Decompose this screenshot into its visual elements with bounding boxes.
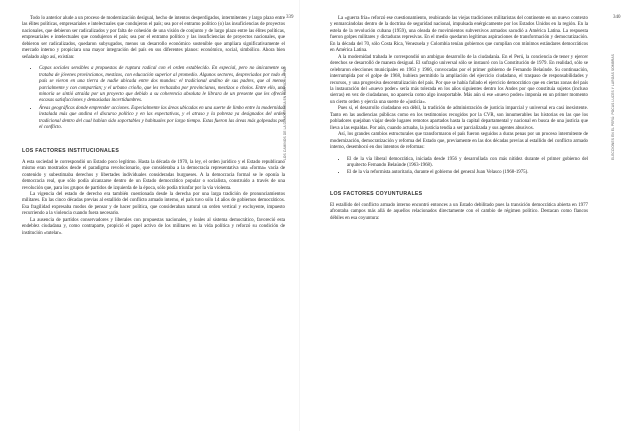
paragraph: Así, los grandes cambios estructurales que transformaron el país fueron seguidos a duras penas por un proceso intermitente de modernización, democratización y reforma del Estado que, previamente en las dos décadas previas al estallido del conflicto armado interno, desembocó en dos intentos de reformas:	[330, 132, 588, 151]
running-head-left: LOS CAMINOS DE LA DEMOCRACIA EN AMÉRICA LATINA	[283, 66, 287, 160]
section-heading-institucionales: LOS FACTORES INSTITUCIONALES	[22, 147, 120, 154]
left-bullet-list	[22, 65, 285, 132]
section-heading-coyunturales: LOS FACTORES COYUNTURALES	[330, 190, 423, 197]
paragraph: El estallido del conflicto armado interno encontró entonces a un Estado debilitado pues la transición democrática abierta en 1977 afrontaba campos más allá de aquellos relacionados directamente con el cambio de régimen político. Destacan como flancos débiles en esa coyuntura:	[330, 202, 588, 221]
bullet-text: Áreas geográficas donde emprender acciones. Especialmente las áreas ubicadas en una suerte de limbo entre la modernidad instalada más que andina el discurso político y en las expectativas, y el atraso y la pobreza ya designados del orden tradicional dentro del cual habían sido soportables y habituales por largo tiempo. Estas fueron las áreas más golpeadas por el conflicto.	[39, 105, 285, 131]
paragraph: Pues sí, el desarrollo ciudadano era débil, la tradición de administración de justicia imparcial y universal era casi inexistente. Tanto en las audiencias públicas como en los testimonios recogidos por la CVR, son innumerables las historias en las que los pobladores quejaban viajar desde lugares remotos apartados hasta la capital departamental y nacional en busca de una justicia que lleva a las espaldas. Por aún, cuando actuaba, la justicia tendía a ser parcializada y sus agentes abusivos.	[330, 106, 588, 131]
right-bullet-list	[330, 156, 588, 177]
right-page	[300, 0, 621, 431]
left-page-column	[22, 16, 285, 237]
running-head-right: ELECCIONES EN EL PERÚ: POCAS LUCES Y LARGAS SOMBRAS	[611, 54, 615, 160]
page-number-left: 339	[286, 15, 294, 20]
bullet-text: Capas sociales sensibles a propuestas de ruptura radical con el orden establecido. En especial, pero no únicamente se trataba de jóvenes provincianos, mestizos, con educación superior al promedio. Algunos sectores, despreciados por todo el país se vieron en una tierra de nadie ubicada entre dos mundos: el tradicional andino de sus padres, que al menos parcialmente y con compartían; y el urbano criollo, que les rechazaba por provincianos, mestizos o cholos. Entre ello, una minoría se sintió atraída por un proyecto que debido a su coherencia absoluta le librara de un presente que les ofrecía escasas satisfacciones y demasiadas incertidumbres.	[39, 66, 285, 104]
page-number-right: 340	[613, 15, 621, 20]
list-item	[39, 65, 285, 105]
paragraph: La vigencia del estado de derecho era también cuestionada desde la derecha por una larga tradición de pronunciamientos militares. En las cinco décadas previas al estallido del conflicto armado interno, el país tuvo sólo 14 años de gobiernos democráticos. Esa fragilidad expresaba modos de pensar y de hacer política, que consideraban natural un orden vertical y excluyente, impuesto recurriendo a la violencia cuando fuera necesario.	[22, 191, 285, 217]
paragraph: A esta sociedad le correspondió un Estado poco legítimo. Hasta la década de 1970, la ley, el orden jurídico y el Estado republicano mismo eran mostrados desde el paradigma revolucionario, que consideraba a la democracia representativa una «forma» vacía de contenido y subestimaba derechos y libertades individuales consideradas burgueses. A la democracia formal se le oponía la democracia real, que sólo podía alcanzarse dentro de un Estado democrático popular o socialista, construido a través de una revolución que, para los grupos de partidos de izquierda de la época, sólo podía triunfar por la vía violenta.	[22, 159, 285, 191]
list-item	[39, 105, 285, 132]
list-item: • El de la vía reformista autoritaria, durante el gobierno del general Juan Velasco (1968-1975).	[347, 169, 588, 176]
right-page-column	[330, 16, 588, 222]
intro-paragraph: Todo lo anterior alude a un proceso de modernización desigual, hecho de intentos desperdigados, intermitentes y largo plazo entre las élites políticas, empresariales e intelectuales que condujeron el país; sea por el entramo político (o) las insuficiencias de proyectos nacionales, que debieron ser radicalizados y por falta de cohesión de una visión de conjunto y de largo plazo entre las élites políticas, empresariales e intelectuales que condujeron el país; sea por el entramo político y las insuficiencias de proyectos nacionales, que debieron ser radicalizados, quedaron subyugados, menos un desarrollo económico sostenible que ampliara significativamente el mercado interno y propiciara una mayor integración del país en sus diferentes planos: económico, social, simbólico. Ahora bien señalado algo así, existían:	[22, 16, 285, 60]
paragraph: La «guerra fría» reforzó ese cuestionamiento, reubicando las viejas tradiciones militaristas del continente en un nuevo contexto y enmarcándolas dentro de la doctrina de seguridad nacional, impulsada enérgicamente por los Estados Unidos en la región. En la estela de la revolución cubana (1959), una oleada de movimientos subversivos armados sacudió a América Latina. La respuesta fueron golpes militares y dictaduras represivas. En el medio quedaron legítimas aspiraciones de transformación y democratización. En la década del 70, sólo Costa Rica, Venezuela y Colombia tenían gobiernos que cumplían con mínimos estándares democráticos en América Latina.	[330, 16, 588, 54]
list-item: • El de la vía liberal democrática, iniciada desde 1956 y desarrollada con más nitidez durante el primer gobierno del arquitecto Fernando Belaúnde (1963-1968).	[347, 156, 588, 170]
left-page	[0, 0, 300, 431]
paragraph: La ausencia de partidos conservadores y liberales con propuestas nacionales, y leales al sistema democrático, favoreció esta endeblez ciudadana y, como contraparte, propició el papel activo de los militares en la vida política y reforzó su condición de institución «tutelar».	[22, 217, 285, 236]
paragraph: A la modernidad trabada le correspondió un ambiguo desarrollo de la ciudadanía. En el Perú, la conciencia de tener y ejercer derechos se desarrolló de manera desigual. El sufragio universal sólo se instauró con la Constitución de 1979. En realidad, sólo se celebraron elecciones municipales en 1963 y 1966, convocadas por el primer gobierno de Fernando Belaúnde. Su continuación, interrumpida por el golpe de 1968, hubiera permitido la ampliación del ejercicio ciudadano, el traspaso de responsabilidades y recursos, y una progresiva descentralización del país. Por que se había fallado el ejercicio democrático que en ciertas zonas del país la instauración del «nuevo poder» sería más tolerada en los años siguientes dentro los Andes por que constituía sujetos (incluso sierras) en vez de ciudadanos, no aparecía como algo insoportable. Más aún si ese «nuevo poder» imponía en un primer momento un cierto orden y ejercía una suerte de «justicia».	[330, 54, 588, 105]
